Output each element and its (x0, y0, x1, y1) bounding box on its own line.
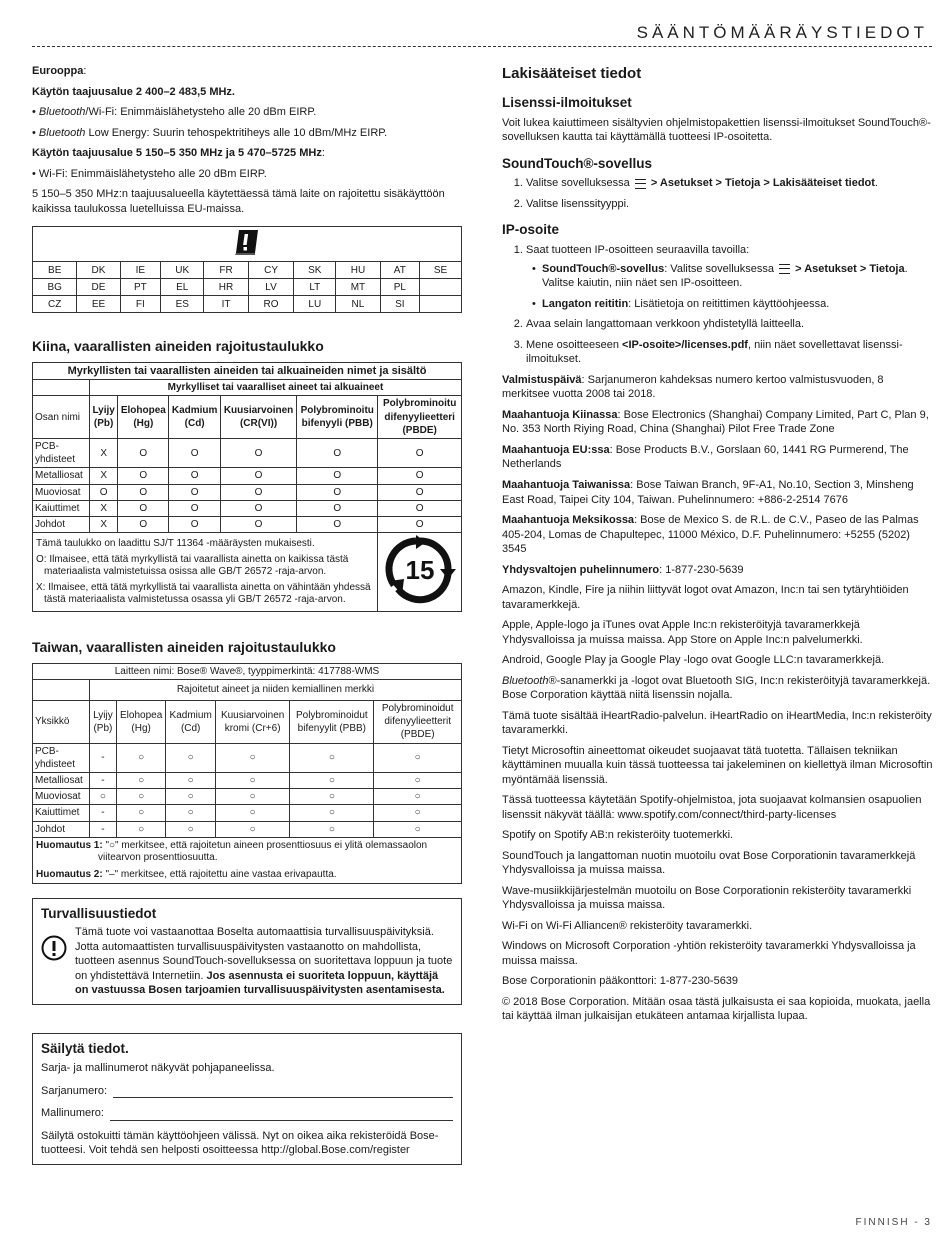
taiwan-value-cell: - (90, 743, 117, 772)
taiwan-value-cell: ○ (166, 805, 216, 821)
china-value-cell: O (378, 516, 462, 532)
europe-note: 5 150–5 350 MHz:n taajuusalueella käytettäessä tämä laite on rajoitettu sisäkäyttöön kaikissa taulukossa luetelluissa EU-maissa. (32, 188, 445, 215)
header-title: SÄÄNTÖMÄÄRÄYSTIEDOT (636, 23, 928, 42)
taiwan-col-header: Polybrominoidut bifenyylit (PBB) (290, 701, 374, 744)
china-value-cell: O (297, 516, 378, 532)
china-table-row (33, 500, 462, 516)
apple-notice: Apple, Apple-logo ja iTunes ovat Apple Inc:n rekisteröityjä tavaramerkkejä Yhdysvalloissa ja muissa maissa. App Store on Apple Inc:n palvelumerkki. (502, 619, 863, 646)
china-value-cell: X (90, 439, 118, 468)
ip-sub-2: • Langaton reititin: Lisätietoja on reitittimen käyttöohjeessa. (542, 297, 934, 312)
taiwan-heading: Taiwan, vaarallisten aineiden rajoitustaulukko (32, 639, 336, 656)
china-row-name: Muoviosat (33, 484, 90, 500)
china-row-name: Metalliosat (33, 468, 90, 484)
europe-bullet-3: • Wi-Fi: Enimmäislähetysteho alle 20 dBm EIRP. (32, 167, 267, 180)
china-value-cell: O (118, 468, 169, 484)
china-heading: Kiina, vaarallisten aineiden rajoitustaulukko (32, 338, 324, 355)
china-col-header: Elohopea (Hg) (118, 396, 169, 439)
china-value-cell: O (118, 500, 169, 516)
taiwan-row-name: Muoviosat (33, 789, 90, 805)
android-notice: Android, Google Play ja Google Play -logo ovat Google LLC:n tavaramerkkejä. (502, 654, 885, 667)
china-table-row (33, 484, 462, 500)
china-col-part: Osan nimi (33, 396, 90, 439)
eu-country-cell: IT (204, 296, 248, 313)
china-value-cell: O (297, 484, 378, 500)
eu-country-cell: HU (336, 262, 380, 279)
taiwan-value-cell: ○ (215, 772, 289, 788)
china-value-cell: O (378, 484, 462, 500)
taiwan-table-row (33, 805, 462, 821)
taiwan-value-cell: ○ (116, 772, 166, 788)
security-box (32, 898, 462, 1004)
taiwan-value-cell: ○ (374, 821, 462, 837)
copyright: © 2018 Bose Corporation. Mitään osaa tästä julkaisusta ei saa kopioida, muokata, jaella tai käyttää ilman julkaisijan etukäteen antamaa kirjallista lupaa. (502, 995, 931, 1023)
eu-country-cell: HR (204, 279, 248, 296)
epup-number: 15 (405, 555, 435, 586)
ip-sub-1: • SoundTouch®-sovellus: Valitse sovelluksessa > Asetukset > Tietoja. Valitse kaiutin, niin näet sen IP-osoitteen. (542, 262, 934, 291)
taiwan-device: Laitteen nimi: Bose® Wave®, tyyppimerkintä: 417788-WMS (33, 663, 462, 679)
epup-cell (378, 533, 462, 612)
china-value-cell: O (118, 439, 169, 468)
eu-country-cell: EE (77, 296, 120, 313)
china-row-name: Johdot (33, 516, 90, 532)
taiwan-value-cell: ○ (116, 789, 166, 805)
keep-records-box (32, 1033, 462, 1165)
china-row-name: PCB-yhdisteet (33, 439, 90, 468)
eu-country-cell: DE (77, 279, 120, 296)
page-footer: FINNISH - 3 (855, 1216, 932, 1228)
taiwan-value-cell: ○ (290, 743, 374, 772)
taiwan-col-header: Elohopea (Hg) (116, 701, 166, 744)
importer-paragraph: Valmistuspäivä: Sarjanumeron kahdeksas numero kertoo valmistusvuoden, 8 merkitsee vuotta 2008 tai 2018. (502, 373, 884, 401)
europe-band2: Käytön taajuusalue 5 150–5 350 MHz ja 5 470–5725 MHz: (32, 147, 325, 160)
taiwan-value-cell: ○ (290, 789, 374, 805)
taiwan-value-cell: ○ (90, 789, 117, 805)
taiwan-value-cell: - (90, 805, 117, 821)
taiwan-value-cell: ○ (215, 743, 289, 772)
taiwan-value-cell: ○ (374, 805, 462, 821)
europe-bullet-1: • Bluetooth/Wi-Fi: Enimmäislähetysteho alle 20 dBm EIRP. (32, 106, 317, 119)
taiwan-value-cell: ○ (215, 805, 289, 821)
china-col-header: Polybrominoitu bifenyyli (PBB) (297, 396, 378, 439)
taiwan-value-cell: - (90, 821, 117, 837)
taiwan-col-header: Lyijy (Pb) (90, 701, 117, 744)
eu-country-row (33, 262, 462, 279)
china-value-cell: O (220, 439, 296, 468)
regulatory-title: Lakisääteiset tiedot (502, 65, 642, 82)
eu-country-row (33, 279, 462, 296)
left-column (32, 64, 462, 1165)
importer-paragraph: Maahantuoja EU:ssa: Bose Products B.V., Gorslaan 60, 1441 RG Purmerend, The Netherlands (502, 443, 909, 471)
eu-country-cell: BG (33, 279, 77, 296)
taiwan-value-cell: ○ (215, 821, 289, 837)
taiwan-row-name: PCB-yhdisteet (33, 743, 90, 772)
china-value-cell: O (297, 468, 378, 484)
iheart-notice: Tämä tuote sisältää iHeartRadio-palvelun. iHeartRadio on iHeartMedia, Inc:n rekisteröity tavaramerkki. (502, 709, 932, 737)
taiwan-value-cell: ○ (116, 743, 166, 772)
app-step-2: 2. Valitse lisenssityyppi. (526, 197, 934, 212)
app-heading: SoundTouch®-sovellus (502, 155, 652, 171)
china-col-header: Lyijy (Pb) (90, 396, 118, 439)
taiwan-value-cell: ○ (166, 821, 216, 837)
china-value-cell: X (90, 500, 118, 516)
wave-trademark: Wave-musiikkijärjestelmän muotoilu on Bose Corporationin rekisteröity tavaramerkki Yhdysvalloissa ja muissa maissa. (502, 884, 912, 912)
keep-title: Säilytä tiedot. (41, 1040, 129, 1056)
eu-country-cell: SI (380, 296, 419, 313)
china-group-header: Myrkylliset tai vaaralliset aineet tai alkuaineet (90, 380, 462, 396)
taiwan-value-cell: ○ (215, 789, 289, 805)
ip-step-2: 2. Avaa selain langattomaan verkkoon yhdistetyllä laitteella. (526, 317, 934, 332)
eu-country-cell: NL (336, 296, 380, 313)
eu-country-cell: UK (161, 262, 204, 279)
right-column (502, 64, 934, 1030)
eu-country-cell (420, 279, 462, 296)
license-heading: Lisenssi-ilmoitukset (502, 94, 632, 110)
eu-country-row (33, 296, 462, 313)
china-table-row (33, 468, 462, 484)
china-col-header: Polybrominoitu difenyylieetteri (PBDE) (378, 396, 462, 439)
eu-country-cell: LT (294, 279, 336, 296)
eu-country-cell: DK (77, 262, 120, 279)
china-value-cell: O (297, 439, 378, 468)
epup-15-icon (382, 535, 458, 605)
ip-step-1: 1. Saat tuotteen IP-osoitteen seuraavilla tavoilla: • SoundTouch®-sovellus: Valitse sovelluksessa > Asetukset > Tietoja. Valitse kaiutin, niin näet sen IP-osoitteen. • Langaton reititin: Lisätietoja on reitittimen käyttöohjeessa. (526, 243, 934, 311)
eu-icon-cell (33, 227, 462, 262)
china-notes: Tämä taulukko on laadittu SJ/T 11364 -määräysten mukaisesti. O: Ilmaisee, että tätä myrkyllistä tai vaarallista ainetta on kaikissa tästä materiaalista valmistetuissa osissa alle GB/T 26572 -raja-arvon. X: Ilmaisee, että tätä myrkyllistä tai vaarallista ainetta on vähintään yhdessä tästä materiaalista valmistetussa osassa yli GB/T 26572 -raja-arvon. (33, 533, 378, 612)
china-value-cell: O (378, 439, 462, 468)
eu-country-table (32, 226, 462, 313)
keep-text: Säilytä ostokuitti tämän käyttöohjeen välissä. Nyt on oikea aika rekisteröidä Bose-tuotteesi. Voit tehdä sen helposti osoitteessa http://global.Bose.com/register (41, 1129, 439, 1157)
china-value-cell: O (169, 468, 221, 484)
taiwan-group-header: Rajoitetut aineet ja niiden kemiallinen merkki (90, 680, 462, 701)
taiwan-value-cell: ○ (374, 743, 462, 772)
china-value-cell: X (90, 468, 118, 484)
eu-country-cell: EL (161, 279, 204, 296)
china-value-cell: O (169, 484, 221, 500)
taiwan-col-header: Polybrominoidut difenyylieetterit (PBDE) (374, 701, 462, 744)
taiwan-value-cell: ○ (166, 772, 216, 788)
menu-icon (779, 264, 790, 274)
amazon-notice: Amazon, Kindle, Fire ja niihin liittyvät logot ovat Amazon, Inc:n tai sen tytäryhtiöiden tavaramerkkejä. (502, 584, 909, 611)
app-step-1: 1. Valitse sovelluksessa > Asetukset > Tietoja > Lakisääteiset tiedot. (526, 176, 934, 191)
eu-country-cell: SE (420, 262, 462, 279)
eu-country-cell: CY (248, 262, 294, 279)
manual-warning-icon (230, 228, 264, 256)
windows-trademark: Windows on Microsoft Corporation -yhtiön rekisteröity tavaramerkki Yhdysvalloissa ja muissa maissa. (502, 940, 916, 967)
china-value-cell: O (220, 516, 296, 532)
eu-country-cell: ES (161, 296, 204, 313)
importer-info (502, 373, 934, 577)
taiwan-table-row (33, 743, 462, 772)
eu-country-cell: LU (294, 296, 336, 313)
ip-heading: IP-osoite (502, 222, 560, 238)
spotify-trademark: Spotify on Spotify AB:n rekisteröity tuotemerkki. (502, 829, 734, 842)
model-line: Mallinumero: (41, 1106, 453, 1121)
china-table-title: Myrkyllisten tai vaarallisten aineiden tai alkuaineiden nimet ja sisältö (33, 362, 462, 380)
china-value-cell: O (378, 468, 462, 484)
eu-country-cell: MT (336, 279, 380, 296)
taiwan-value-cell: - (90, 772, 117, 788)
taiwan-value-cell: ○ (116, 805, 166, 821)
keep-subtitle: Sarja- ja mallinumerot näkyvät pohjapaneelissa. (41, 1062, 275, 1075)
china-col-header: Kadmium (Cd) (169, 396, 221, 439)
china-rohs-table (32, 362, 462, 613)
taiwan-col-unit: Yksikkö (33, 701, 90, 744)
china-value-cell: O (220, 500, 296, 516)
page-header (32, 20, 932, 47)
china-value-cell: O (90, 484, 118, 500)
china-value-cell: O (378, 500, 462, 516)
eu-country-cell: PL (380, 279, 419, 296)
importer-paragraph: Maahantuoja Taiwanissa: Bose Taiwan Branch, 9F-A1, No.10, Section 3, Minsheng East Road, Taipei City 104, Taiwan. Puhelinnumero: +886-2-2514 7676 (502, 479, 914, 506)
bose-hq: Bose Corporationin pääkonttori: 1-877-230-5639 (502, 975, 739, 988)
taiwan-value-cell: ○ (116, 821, 166, 837)
eu-country-cell: CZ (33, 296, 77, 313)
china-value-cell: X (90, 516, 118, 532)
importer-paragraph: Yhdysvaltojen puhelinnumero: 1-877-230-5639 (502, 563, 744, 576)
europe-band1: Käytön taajuusalue 2 400–2 483,5 MHz. (32, 85, 235, 98)
eu-country-cell: PT (120, 279, 161, 296)
wifi-trademark: Wi-Fi on Wi-Fi Alliancen® rekisteröity tavaramerkki. (502, 919, 753, 932)
taiwan-rohs-table (32, 663, 462, 884)
bluetooth-notice: Bluetooth®-sanamerkki ja -logot ovat Bluetooth SIG, Inc:n rekisteröityjä tavaramerkkejä. Bose Corporation käyttää niitä lisenssin nojalla. (502, 674, 931, 702)
taiwan-value-cell: ○ (374, 789, 462, 805)
taiwan-row-name: Kaiuttimet (33, 805, 90, 821)
ip-steps (502, 243, 934, 367)
china-value-cell: O (220, 468, 296, 484)
eu-country-cell: SK (294, 262, 336, 279)
license-text: Voit lukea kaiuttimeen sisältyvien ohjelmistopakettien lisenssi-ilmoitukset SoundTouch®-sovelluksen kautta tai käyttämällä tuotteesi IP-osoitetta. (502, 116, 931, 144)
eu-country-cell (420, 296, 462, 313)
china-value-cell: O (118, 516, 169, 532)
taiwan-value-cell: ○ (290, 772, 374, 788)
eu-country-cell: BE (33, 262, 77, 279)
importer-paragraph: Maahantuoja Meksikossa: Bose de Mexico S. de R.L. de C.V., Paseo de las Palmas 405-204, Lomas de Chapultepec, 11000 México, D.F. Puhelinnumero: +5255 (5202) 3545 (502, 514, 919, 556)
taiwan-value-cell: ○ (166, 789, 216, 805)
taiwan-table-row (33, 821, 462, 837)
eu-country-cell: FI (120, 296, 161, 313)
serial-line: Sarjanumero: (41, 1084, 453, 1099)
china-value-cell: O (169, 439, 221, 468)
soundtouch-trademark: SoundTouch ja langattoman nuotin muotoilu ovat Bose Corporationin tavaramerkkejä Yhdysvalloissa ja muissa maissa. (502, 849, 916, 877)
china-value-cell: O (169, 500, 221, 516)
menu-icon (635, 179, 646, 189)
ip-step-3: 3. Mene osoitteeseen <IP-osoite>/licenses.pdf, niin näet sovellettavat lisenssi-ilmoitukset. (526, 338, 934, 367)
taiwan-value-cell: ○ (166, 743, 216, 772)
microsoft-notice: Tietyt Microsoftin aineettomat oikeudet suojaavat tätä tuotetta. Tällaisen tekniikan käyttäminen muualla kuin tässä tuotteessa tai jakeleminen on kiellettyä ilman Microsoftin myöntämää lisenssiä. (502, 744, 933, 786)
eu-country-cell: LV (248, 279, 294, 296)
taiwan-table-row (33, 772, 462, 788)
taiwan-row-name: Metalliosat (33, 772, 90, 788)
taiwan-row-name: Johdot (33, 821, 90, 837)
china-col-header: Kuusiarvoinen (CR(VI)) (220, 396, 296, 439)
security-title: Turvallisuustiedot (41, 906, 157, 922)
eu-country-cell: FR (204, 262, 248, 279)
china-table-row (33, 439, 462, 468)
eu-country-cell: IE (120, 262, 161, 279)
taiwan-col-header: Kuusiarvoinen kromi (Cr+6) (215, 701, 289, 744)
taiwan-value-cell: ○ (290, 805, 374, 821)
china-value-cell: O (220, 484, 296, 500)
taiwan-value-cell: ○ (290, 821, 374, 837)
taiwan-notes: Huomautus 1: "○" merkitsee, että rajoitetun aineen prosenttiosuus ei ylitä olemassaolon viitearvon prosenttiosuutta. Huomautus 2: "–" merkitsee, että rajoitettu aine vastaa erivapautta. (33, 837, 462, 884)
taiwan-col-header: Kadmium (Cd) (166, 701, 216, 744)
taiwan-value-cell: ○ (374, 772, 462, 788)
europe-bullet-2: • Bluetooth Low Energy: Suurin tehospektritiheys alle 10 dBm/MHz EIRP. (32, 126, 388, 139)
spotify-license-notice: Tässä tuotteessa käytetään Spotify-ohjelmistoa, jota suojaavat kolmansien osapuolien lisenssit näkyvät täällä: www.spotify.com/connect/third-party-licenses (502, 794, 922, 821)
europe-label: Eurooppa: (32, 65, 87, 77)
china-value-cell: O (118, 484, 169, 500)
china-table-row (33, 516, 462, 532)
warning-circle-icon (41, 935, 67, 961)
eu-country-cell: AT (380, 262, 419, 279)
importer-paragraph: Maahantuoja Kiinassa: Bose Electronics (Shanghai) Company Limited, Part C, Plan 9, No. 353 North Riying Road, China (Shanghai) Pilot Free Trade Zone (502, 408, 929, 436)
china-value-cell: O (297, 500, 378, 516)
app-steps (502, 176, 934, 211)
taiwan-table-row (33, 789, 462, 805)
china-value-cell: O (169, 516, 221, 532)
china-row-name: Kaiuttimet (33, 500, 90, 516)
security-text: Tämä tuote voi vastaanottaa Boselta automaattisia turvallisuuspäivityksiä. Jotta automaattisten turvallisuuspäivitysten vastaanotto on mahdollista, tuotteen asennus SoundTouch-sovelluksessa on suoritettava loppuun ja tuote on yhdistettävä Internetiin. Jos asennusta ei suoriteta loppuun, käyttäjä on vastuussa Bosen tarjoamien turvallisuuspäivitysten asentamisesta. (75, 926, 453, 997)
eu-country-cell: RO (248, 296, 294, 313)
